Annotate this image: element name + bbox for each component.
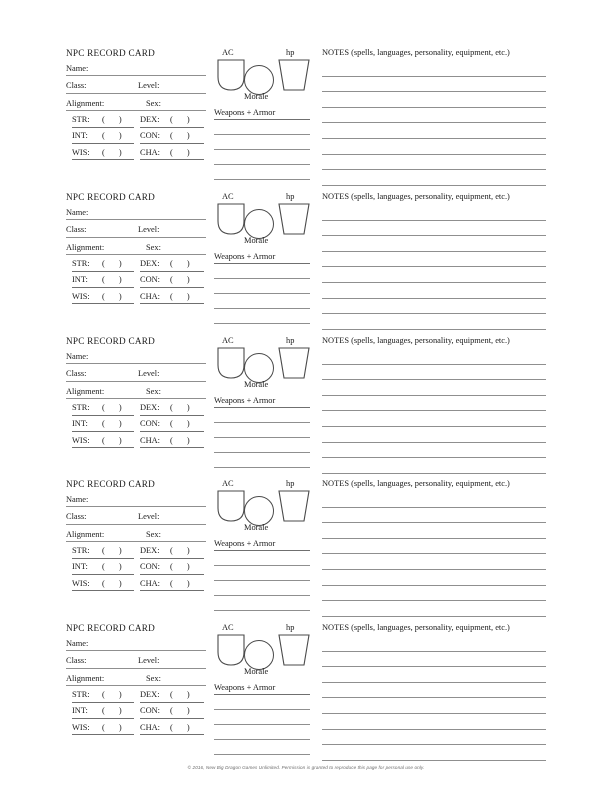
field-label-secondary: Level: [138, 656, 160, 666]
morale-label: Morale [244, 667, 269, 676]
stat-cell-wis[interactable] [72, 287, 134, 304]
field-label-secondary: Sex: [146, 529, 161, 539]
notes-line[interactable] [322, 61, 546, 77]
stat-label: INT: [72, 131, 88, 141]
stat-row [66, 575, 206, 591]
weapons-armor-label: Weapons + Armor [214, 539, 276, 548]
stat-row [66, 144, 206, 160]
stat-modifier-parens: ( ) [170, 706, 196, 716]
card-right-column [322, 48, 546, 186]
notes-line[interactable] [322, 714, 546, 730]
field-label-primary: Alignment: [66, 242, 105, 252]
field-label-primary: Name: [66, 638, 89, 648]
weapons-armor-line[interactable] [214, 581, 310, 596]
card-middle-column [214, 479, 314, 611]
notes-line[interactable] [322, 380, 546, 396]
notes-line[interactable] [322, 601, 546, 617]
stat-cell-int[interactable] [72, 702, 134, 719]
field-label-primary: Name: [66, 63, 89, 73]
field-row-class[interactable] [66, 364, 206, 381]
stat-cell-str[interactable] [72, 254, 134, 271]
hp-label: hp [286, 479, 295, 488]
field-row-name[interactable] [66, 490, 206, 507]
stat-cell-str[interactable] [72, 685, 134, 702]
notes-line[interactable] [322, 652, 546, 668]
circle-icon [244, 496, 274, 526]
field-label-secondary: Sex: [146, 98, 161, 108]
stat-label: CON: [140, 706, 161, 716]
field-row-name[interactable] [66, 634, 206, 651]
card-left-column [66, 623, 206, 735]
field-label-secondary: Sex: [146, 386, 161, 396]
stat-cell-str[interactable] [72, 110, 134, 127]
stat-row [66, 542, 206, 558]
notes-heading: NOTES (spells, languages, personality, equipment, etc.) [322, 479, 510, 488]
field-label-primary: Alignment: [66, 386, 105, 396]
hp-label: hp [286, 192, 295, 201]
weapons-armor-line[interactable] [214, 294, 310, 309]
weapons-armor-line[interactable] [214, 279, 310, 294]
stat-cell-wis[interactable] [72, 143, 134, 160]
npc-card [66, 479, 546, 614]
weapons-armor-label: Weapons + Armor [214, 396, 276, 405]
stat-modifier-parens: ( ) [170, 291, 196, 301]
notes-line[interactable] [322, 745, 546, 761]
stat-label: STR: [72, 690, 90, 700]
field-row-alignment[interactable] [66, 382, 206, 399]
stat-label: STR: [72, 546, 90, 556]
stat-cell-con[interactable] [140, 415, 204, 432]
stat-label: DEX: [140, 403, 160, 413]
notes-line[interactable] [322, 77, 546, 93]
stat-cell-int[interactable] [72, 127, 134, 144]
cup-icon [278, 490, 310, 522]
notes-line[interactable] [322, 314, 546, 330]
card-left-column [66, 336, 206, 448]
notes-heading: NOTES (spells, languages, personality, equipment, etc.) [322, 48, 510, 57]
stat-modifier-parens: ( ) [170, 562, 196, 572]
weapons-armor-line[interactable] [214, 551, 310, 566]
stat-label: DEX: [140, 115, 160, 125]
stat-modifier-parens: ( ) [102, 147, 128, 157]
shield-icon [217, 59, 245, 91]
shield-icon [217, 634, 245, 666]
stat-cell-str[interactable] [72, 541, 134, 558]
field-label-primary: Alignment: [66, 529, 105, 539]
stat-label: CON: [140, 275, 161, 285]
field-label-primary: Name: [66, 494, 89, 504]
weapons-armor-line[interactable] [214, 725, 310, 740]
stat-cell-cha[interactable] [140, 287, 204, 304]
stat-cell-int[interactable] [72, 415, 134, 432]
stat-cell-cha[interactable] [140, 574, 204, 591]
notes-line[interactable] [322, 365, 546, 381]
notes-line[interactable] [322, 427, 546, 443]
notes-line[interactable] [322, 205, 546, 221]
stat-cell-cha[interactable] [140, 143, 204, 160]
notes-line[interactable] [322, 92, 546, 108]
field-row-class[interactable] [66, 220, 206, 237]
field-label-secondary: Level: [138, 369, 160, 379]
stat-cell-dex[interactable] [140, 398, 204, 415]
card-middle-column [214, 336, 314, 468]
notes-line[interactable] [322, 252, 546, 268]
stat-modifier-parens: ( ) [170, 131, 196, 141]
card-middle-column [214, 48, 314, 180]
stat-label: CHA: [140, 578, 161, 588]
stat-icon-group [214, 48, 314, 104]
card-right-column [322, 336, 546, 474]
card-right-column [322, 192, 546, 330]
npc-card [66, 336, 546, 471]
field-label-primary: Class: [66, 369, 87, 379]
shield-icon [217, 203, 245, 235]
weapons-armor-line[interactable] [214, 710, 310, 725]
stat-modifier-parens: ( ) [102, 562, 128, 572]
stat-icon-group [214, 623, 314, 679]
stat-modifier-parens: ( ) [170, 259, 196, 269]
stat-label: INT: [72, 562, 88, 572]
stat-row [66, 255, 206, 271]
notes-line[interactable] [322, 283, 546, 299]
stat-label: CON: [140, 419, 161, 429]
stat-cell-dex[interactable] [140, 110, 204, 127]
stat-modifier-parens: ( ) [102, 435, 128, 445]
stat-row [66, 416, 206, 432]
field-row-alignment[interactable] [66, 525, 206, 542]
stat-row [66, 111, 206, 127]
weapons-armor-line[interactable] [214, 740, 310, 755]
card-left-column [66, 192, 206, 304]
stat-label: CHA: [140, 291, 161, 301]
cup-icon [278, 347, 310, 379]
notes-line[interactable] [322, 523, 546, 539]
weapons-armor-line[interactable] [214, 120, 310, 135]
notes-heading: NOTES (spells, languages, personality, equipment, etc.) [322, 192, 510, 201]
field-label-secondary: Sex: [146, 673, 161, 683]
stat-label: DEX: [140, 259, 160, 269]
stat-cell-wis[interactable] [72, 431, 134, 448]
notes-line[interactable] [322, 139, 546, 155]
stat-modifier-parens: ( ) [102, 275, 128, 285]
stat-modifier-parens: ( ) [102, 115, 128, 125]
weapons-armor-label: Weapons + Armor [214, 108, 276, 117]
notes-line[interactable] [322, 443, 546, 459]
hp-label: hp [286, 623, 295, 632]
card-middle-column [214, 623, 314, 755]
stat-cell-dex[interactable] [140, 541, 204, 558]
field-label-secondary: Level: [138, 225, 160, 235]
weapons-armor-heading [214, 680, 310, 695]
ac-label: AC [222, 623, 234, 632]
notes-line[interactable] [322, 170, 546, 186]
ac-label: AC [222, 479, 234, 488]
stat-modifier-parens: ( ) [102, 578, 128, 588]
field-row-name[interactable] [66, 203, 206, 220]
field-row-class[interactable] [66, 76, 206, 93]
notes-heading: NOTES (spells, languages, personality, equipment, etc.) [322, 336, 510, 345]
card-title: NPC RECORD CARD [66, 48, 156, 58]
stat-cell-int[interactable] [72, 558, 134, 575]
morale-label: Morale [244, 236, 269, 245]
stat-label: WIS: [72, 147, 90, 157]
footer-copyright: © 2016, New Big Dragon Games Unlimited. Permission is granted to reproduce this page for personal use only. [187, 765, 425, 770]
stat-modifier-parens: ( ) [170, 690, 196, 700]
morale-label: Morale [244, 92, 269, 101]
card-right-column [322, 479, 546, 617]
field-label-primary: Class: [66, 225, 87, 235]
stat-row [66, 703, 206, 719]
circle-icon [244, 209, 274, 239]
field-row-name[interactable] [66, 59, 206, 76]
stat-cell-dex[interactable] [140, 254, 204, 271]
weapons-armor-line[interactable] [214, 596, 310, 611]
ac-label: AC [222, 336, 234, 345]
npc-card [66, 192, 546, 327]
stat-icon-group [214, 336, 314, 392]
weapons-armor-line[interactable] [214, 695, 310, 710]
notes-line[interactable] [322, 683, 546, 699]
field-label-primary: Alignment: [66, 98, 105, 108]
stat-cell-cha[interactable] [140, 718, 204, 735]
notes-line[interactable] [322, 667, 546, 683]
weapons-armor-heading [214, 105, 310, 120]
card-title: NPC RECORD CARD [66, 479, 156, 489]
stat-modifier-parens: ( ) [102, 690, 128, 700]
field-row-class[interactable] [66, 651, 206, 668]
field-row-alignment[interactable] [66, 94, 206, 111]
stat-modifier-parens: ( ) [170, 403, 196, 413]
stat-cell-con[interactable] [140, 271, 204, 288]
stat-label: WIS: [72, 578, 90, 588]
notes-line[interactable] [322, 539, 546, 555]
morale-label: Morale [244, 523, 269, 532]
stat-cell-dex[interactable] [140, 685, 204, 702]
card-right-column [322, 623, 546, 761]
stat-modifier-parens: ( ) [170, 546, 196, 556]
stat-row [66, 686, 206, 702]
stat-label: INT: [72, 275, 88, 285]
notes-line[interactable] [322, 236, 546, 252]
notes-line[interactable] [322, 155, 546, 171]
stat-cell-con[interactable] [140, 558, 204, 575]
stat-label: STR: [72, 259, 90, 269]
card-left-column [66, 479, 206, 591]
weapons-armor-line[interactable] [214, 165, 310, 180]
shield-icon [217, 347, 245, 379]
notes-line[interactable] [322, 586, 546, 602]
notes-line[interactable] [322, 570, 546, 586]
stat-label: CHA: [140, 722, 161, 732]
weapons-armor-line[interactable] [214, 453, 310, 468]
stat-modifier-parens: ( ) [170, 435, 196, 445]
field-row-name[interactable] [66, 347, 206, 364]
stat-label: WIS: [72, 722, 90, 732]
stat-label: INT: [72, 706, 88, 716]
field-row-class[interactable] [66, 507, 206, 524]
ac-label: AC [222, 48, 234, 57]
field-row-alignment[interactable] [66, 669, 206, 686]
stat-label: CON: [140, 562, 161, 572]
notes-line[interactable] [322, 636, 546, 652]
circle-icon [244, 65, 274, 95]
stat-label: DEX: [140, 546, 160, 556]
notes-line[interactable] [322, 123, 546, 139]
stat-modifier-parens: ( ) [102, 722, 128, 732]
weapons-armor-line[interactable] [214, 309, 310, 324]
stat-label: CHA: [140, 435, 161, 445]
field-label-secondary: Level: [138, 512, 160, 522]
stat-cell-int[interactable] [72, 271, 134, 288]
stat-modifier-parens: ( ) [102, 291, 128, 301]
card-left-column [66, 48, 206, 160]
stat-modifier-parens: ( ) [102, 546, 128, 556]
notes-line[interactable] [322, 508, 546, 524]
field-label-secondary: Sex: [146, 242, 161, 252]
stat-modifier-parens: ( ) [170, 275, 196, 285]
weapons-armor-heading [214, 393, 310, 408]
stat-modifier-parens: ( ) [170, 147, 196, 157]
weapons-armor-heading [214, 536, 310, 551]
stat-icon-group [214, 479, 314, 535]
stat-row [66, 288, 206, 304]
stat-label: STR: [72, 403, 90, 413]
cup-icon [278, 634, 310, 666]
weapons-armor-line[interactable] [214, 566, 310, 581]
stat-cell-con[interactable] [140, 702, 204, 719]
weapons-armor-line[interactable] [214, 438, 310, 453]
stat-cell-cha[interactable] [140, 431, 204, 448]
stat-modifier-parens: ( ) [102, 419, 128, 429]
field-label-primary: Class: [66, 656, 87, 666]
field-label-secondary: Level: [138, 81, 160, 91]
weapons-armor-line[interactable] [214, 135, 310, 150]
stat-label: STR: [72, 115, 90, 125]
stat-modifier-parens: ( ) [170, 578, 196, 588]
notes-line[interactable] [322, 730, 546, 746]
stat-modifier-parens: ( ) [170, 115, 196, 125]
weapons-armor-line[interactable] [214, 150, 310, 165]
stat-row [66, 559, 206, 575]
weapons-armor-line[interactable] [214, 408, 310, 423]
notes-line[interactable] [322, 221, 546, 237]
circle-icon [244, 353, 274, 383]
stat-label: CON: [140, 131, 161, 141]
weapons-armor-heading [214, 249, 310, 264]
card-title: NPC RECORD CARD [66, 336, 156, 346]
cup-icon [278, 203, 310, 235]
hp-label: hp [286, 336, 295, 345]
stat-cell-str[interactable] [72, 398, 134, 415]
npc-card [66, 623, 546, 758]
stat-row [66, 432, 206, 448]
field-label-primary: Name: [66, 351, 89, 361]
stat-row [66, 399, 206, 415]
stat-label: INT: [72, 419, 88, 429]
npc-card [66, 48, 546, 183]
notes-line[interactable] [322, 492, 546, 508]
morale-label: Morale [244, 380, 269, 389]
stat-row [66, 719, 206, 735]
stat-icon-group [214, 192, 314, 248]
stat-modifier-parens: ( ) [102, 706, 128, 716]
field-row-alignment[interactable] [66, 238, 206, 255]
stat-label: DEX: [140, 690, 160, 700]
field-label-primary: Alignment: [66, 673, 105, 683]
stat-modifier-parens: ( ) [170, 722, 196, 732]
stat-modifier-parens: ( ) [102, 259, 128, 269]
notes-line[interactable] [322, 458, 546, 474]
stat-modifier-parens: ( ) [102, 131, 128, 141]
notes-line[interactable] [322, 411, 546, 427]
stat-label: CHA: [140, 147, 161, 157]
field-label-primary: Name: [66, 207, 89, 217]
stat-label: WIS: [72, 291, 90, 301]
cup-icon [278, 59, 310, 91]
stat-label: WIS: [72, 435, 90, 445]
weapons-armor-label: Weapons + Armor [214, 683, 276, 692]
stat-modifier-parens: ( ) [170, 419, 196, 429]
circle-icon [244, 640, 274, 670]
notes-heading: NOTES (spells, languages, personality, equipment, etc.) [322, 623, 510, 632]
stat-modifier-parens: ( ) [102, 403, 128, 413]
shield-icon [217, 490, 245, 522]
card-title: NPC RECORD CARD [66, 623, 156, 633]
card-title: NPC RECORD CARD [66, 192, 156, 202]
weapons-armor-line[interactable] [214, 423, 310, 438]
hp-label: hp [286, 48, 295, 57]
card-middle-column [214, 192, 314, 324]
notes-line[interactable] [322, 108, 546, 124]
stat-cell-wis[interactable] [72, 718, 134, 735]
weapons-armor-label: Weapons + Armor [214, 252, 276, 261]
notes-line[interactable] [322, 349, 546, 365]
notes-line[interactable] [322, 396, 546, 412]
field-label-primary: Class: [66, 512, 87, 522]
field-label-primary: Class: [66, 81, 87, 91]
notes-line[interactable] [322, 267, 546, 283]
ac-label: AC [222, 192, 234, 201]
weapons-armor-line[interactable] [214, 264, 310, 279]
stat-row [66, 272, 206, 288]
notes-line[interactable] [322, 698, 546, 714]
stat-row [66, 128, 206, 144]
notes-line[interactable] [322, 299, 546, 315]
stat-cell-wis[interactable] [72, 574, 134, 591]
notes-line[interactable] [322, 554, 546, 570]
stat-cell-con[interactable] [140, 127, 204, 144]
